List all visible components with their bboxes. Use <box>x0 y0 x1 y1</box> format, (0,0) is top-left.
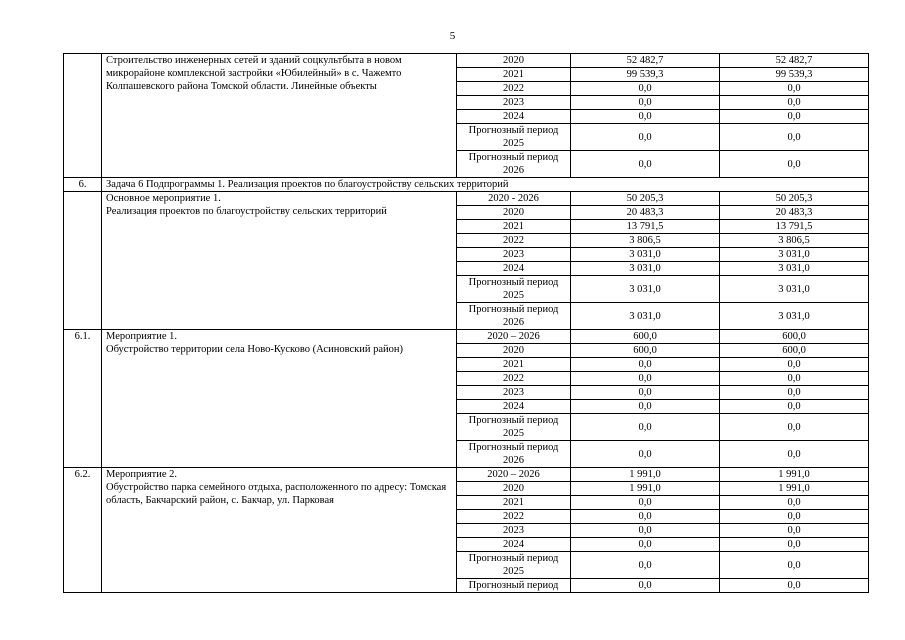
total-value-cell: 3 031,0 <box>571 303 720 330</box>
budget-value-cell: 600,0 <box>720 330 869 344</box>
total-value-cell: 0,0 <box>571 386 720 400</box>
budget-value-cell: 0,0 <box>720 372 869 386</box>
total-value-cell: 0,0 <box>571 358 720 372</box>
period-cell: 2021 <box>457 496 571 510</box>
total-value-cell: 3 031,0 <box>571 248 720 262</box>
period-cell: 2020 <box>457 206 571 220</box>
period-cell: Прогнозный период 2026 <box>457 303 571 330</box>
budget-value-cell: 3 031,0 <box>720 262 869 276</box>
total-value-cell: 0,0 <box>571 510 720 524</box>
budget-value-cell: 0,0 <box>720 82 869 96</box>
budget-value-cell: 0,0 <box>720 552 869 579</box>
total-value-cell: 0,0 <box>571 538 720 552</box>
budget-value-cell: 1 991,0 <box>720 468 869 482</box>
budget-value-cell: 0,0 <box>720 524 869 538</box>
period-cell: Прогнозный период <box>457 579 571 593</box>
budget-value-cell: 3 806,5 <box>720 234 869 248</box>
page-number: 5 <box>449 30 456 42</box>
period-cell: 2020 – 2026 <box>457 468 571 482</box>
total-value-cell: 3 806,5 <box>571 234 720 248</box>
period-cell: 2021 <box>457 220 571 234</box>
total-value-cell: 0,0 <box>571 414 720 441</box>
period-cell: 2024 <box>457 538 571 552</box>
total-value-cell: 0,0 <box>571 124 720 151</box>
item-number: 6.1. <box>64 330 102 468</box>
period-cell: 2020 – 2026 <box>457 330 571 344</box>
section-number: 6. <box>64 178 102 192</box>
item-name: Основное мероприятие 1. Реализация проектов по благоустройству сельских территорий <box>102 192 457 330</box>
budget-value-cell: 50 205,3 <box>720 192 869 206</box>
period-cell: 2020 <box>457 54 571 68</box>
budget-value-cell: 0,0 <box>720 510 869 524</box>
table-row <box>64 468 869 482</box>
budget-value-cell: 0,0 <box>720 538 869 552</box>
budget-table <box>63 53 869 593</box>
total-value-cell: 3 031,0 <box>571 262 720 276</box>
period-cell: 2024 <box>457 110 571 124</box>
budget-value-cell: 0,0 <box>720 110 869 124</box>
total-value-cell: 0,0 <box>571 151 720 178</box>
budget-value-cell: 20 483,3 <box>720 206 869 220</box>
budget-value-cell: 52 482,7 <box>720 54 869 68</box>
total-value-cell: 0,0 <box>571 82 720 96</box>
period-cell: 2022 <box>457 510 571 524</box>
period-cell: 2024 <box>457 262 571 276</box>
total-value-cell: 50 205,3 <box>571 192 720 206</box>
period-cell: 2022 <box>457 234 571 248</box>
budget-value-cell: 0,0 <box>720 358 869 372</box>
total-value-cell: 600,0 <box>571 330 720 344</box>
budget-value-cell: 1 991,0 <box>720 482 869 496</box>
budget-value-cell: 0,0 <box>720 96 869 110</box>
total-value-cell: 13 791,5 <box>571 220 720 234</box>
table-row <box>64 192 869 206</box>
budget-value-cell: 0,0 <box>720 151 869 178</box>
total-value-cell: 0,0 <box>571 579 720 593</box>
period-cell: 2020 - 2026 <box>457 192 571 206</box>
period-cell: 2023 <box>457 386 571 400</box>
total-value-cell: 0,0 <box>571 441 720 468</box>
item-name: Мероприятие 2. Обустройство парка семейного отдыха, расположенного по адресу: Томская область, Бакчарский район, с. Бакчар, ул. Парковая <box>102 468 457 593</box>
item-name: Строительство инженерных сетей и зданий соцкультбыта в новом микрорайоне комплексной застройки «Юбилейный» в с. Чажемто Колпашевского района Томской области. Линейные объекты <box>102 54 457 178</box>
total-value-cell: 0,0 <box>571 524 720 538</box>
total-value-cell: 1 991,0 <box>571 468 720 482</box>
budget-value-cell: 3 031,0 <box>720 276 869 303</box>
section-row <box>64 178 869 192</box>
section-title: Задача 6 Подпрограммы 1. Реализация проектов по благоустройству сельских территорий <box>102 178 869 192</box>
table-row <box>64 54 869 68</box>
budget-value-cell: 600,0 <box>720 344 869 358</box>
period-cell: Прогнозный период 2025 <box>457 276 571 303</box>
period-cell: 2020 <box>457 482 571 496</box>
period-cell: 2020 <box>457 344 571 358</box>
table-row <box>64 330 869 344</box>
budget-value-cell: 99 539,3 <box>720 68 869 82</box>
total-value-cell: 52 482,7 <box>571 54 720 68</box>
total-value-cell: 0,0 <box>571 372 720 386</box>
period-cell: Прогнозный период 2025 <box>457 414 571 441</box>
period-cell: Прогнозный период 2026 <box>457 151 571 178</box>
total-value-cell: 0,0 <box>571 110 720 124</box>
period-cell: 2023 <box>457 524 571 538</box>
item-name: Мероприятие 1. Обустройство территории села Ново-Кусково (Асиновский район) <box>102 330 457 468</box>
budget-value-cell: 3 031,0 <box>720 303 869 330</box>
total-value-cell: 1 991,0 <box>571 482 720 496</box>
budget-value-cell: 3 031,0 <box>720 248 869 262</box>
total-value-cell: 0,0 <box>571 96 720 110</box>
item-number <box>64 192 102 330</box>
total-value-cell: 0,0 <box>571 400 720 414</box>
period-cell: 2022 <box>457 372 571 386</box>
period-cell: 2021 <box>457 68 571 82</box>
budget-value-cell: 0,0 <box>720 414 869 441</box>
period-cell: Прогнозный период 2026 <box>457 441 571 468</box>
item-number: 6.2. <box>64 468 102 593</box>
period-cell: 2021 <box>457 358 571 372</box>
period-cell: 2022 <box>457 82 571 96</box>
period-cell: 2024 <box>457 400 571 414</box>
budget-value-cell: 0,0 <box>720 441 869 468</box>
total-value-cell: 600,0 <box>571 344 720 358</box>
total-value-cell: 99 539,3 <box>571 68 720 82</box>
budget-value-cell: 13 791,5 <box>720 220 869 234</box>
budget-value-cell: 0,0 <box>720 579 869 593</box>
item-number <box>64 54 102 178</box>
period-cell: 2023 <box>457 96 571 110</box>
period-cell: 2023 <box>457 248 571 262</box>
total-value-cell: 3 031,0 <box>571 276 720 303</box>
period-cell: Прогнозный период 2025 <box>457 124 571 151</box>
total-value-cell: 0,0 <box>571 552 720 579</box>
budget-value-cell: 0,0 <box>720 124 869 151</box>
total-value-cell: 20 483,3 <box>571 206 720 220</box>
budget-value-cell: 0,0 <box>720 496 869 510</box>
budget-value-cell: 0,0 <box>720 400 869 414</box>
total-value-cell: 0,0 <box>571 496 720 510</box>
period-cell: Прогнозный период 2025 <box>457 552 571 579</box>
budget-value-cell: 0,0 <box>720 386 869 400</box>
